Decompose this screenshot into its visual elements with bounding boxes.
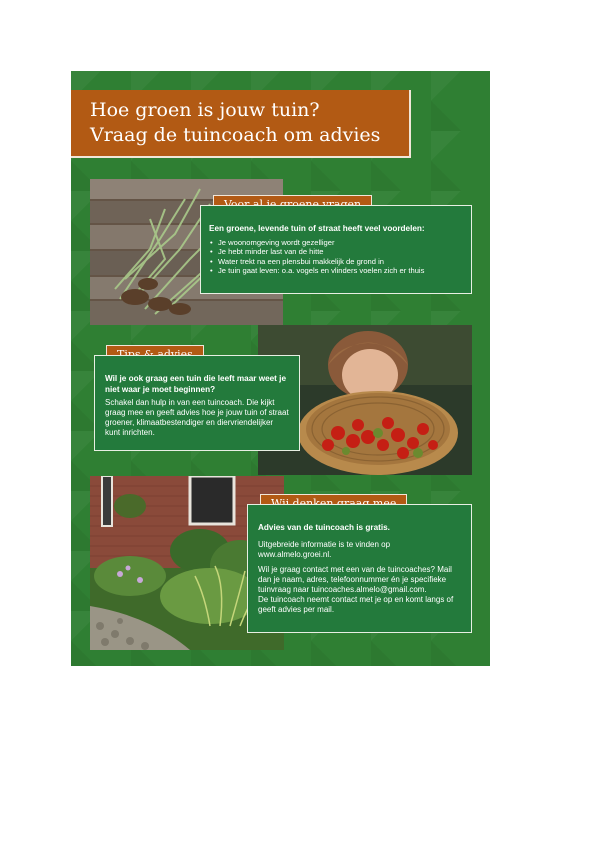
section3-info: Uitgebreide informatie is te vinden op www.almelo.groei.nl.: [258, 539, 391, 559]
flyer: [71, 71, 490, 666]
list-item: • Je woonomgeving wordt gezelliger: [209, 238, 463, 248]
title-banner: [71, 90, 411, 158]
title-line-2: Vraag de tuincoach om advies: [90, 124, 381, 146]
benefits-list: [209, 238, 463, 276]
section1-heading: Een groene, levende tuin of straat heeft veel voordelen:: [209, 224, 425, 233]
section3-followup: De tuincoach neemt contact met je op en komt langs of geeft advies per mail.: [258, 594, 454, 614]
title-line-1: Hoe groen is jouw tuin?: [90, 99, 320, 121]
section1-box: [200, 205, 472, 294]
section2-heading: Wil je ook graag een tuin die leeft maar weet je niet waar je moet beginnen?: [105, 374, 287, 394]
section3-heading: Advies van de tuincoach is gratis.: [258, 523, 390, 532]
section3-contact: Wil je graag contact met een van de tuincoaches? Mail dan je naam, adres, telefoonnummer én je specifieke tuinvraag naar tuincoaches.almelo@gmail.com.: [258, 564, 452, 594]
list-item: • Je tuin gaat leven: o.a. vogels en vlinders voelen zich er thuis: [209, 266, 463, 276]
section2-body: Schakel dan hulp in van een tuincoach. Die kijkt graag mee en geeft advies hoe je jouw tuin of straat groener, klimaatbestendiger en diervriendelijker kunt inrichten.: [105, 398, 289, 437]
list-item: • Je hebt minder last van de hitte: [209, 247, 463, 257]
section3-box: [247, 504, 472, 633]
section2-box: [94, 355, 300, 451]
list-item: • Water trekt na een plensbui makkelijk de grond in: [209, 257, 463, 267]
